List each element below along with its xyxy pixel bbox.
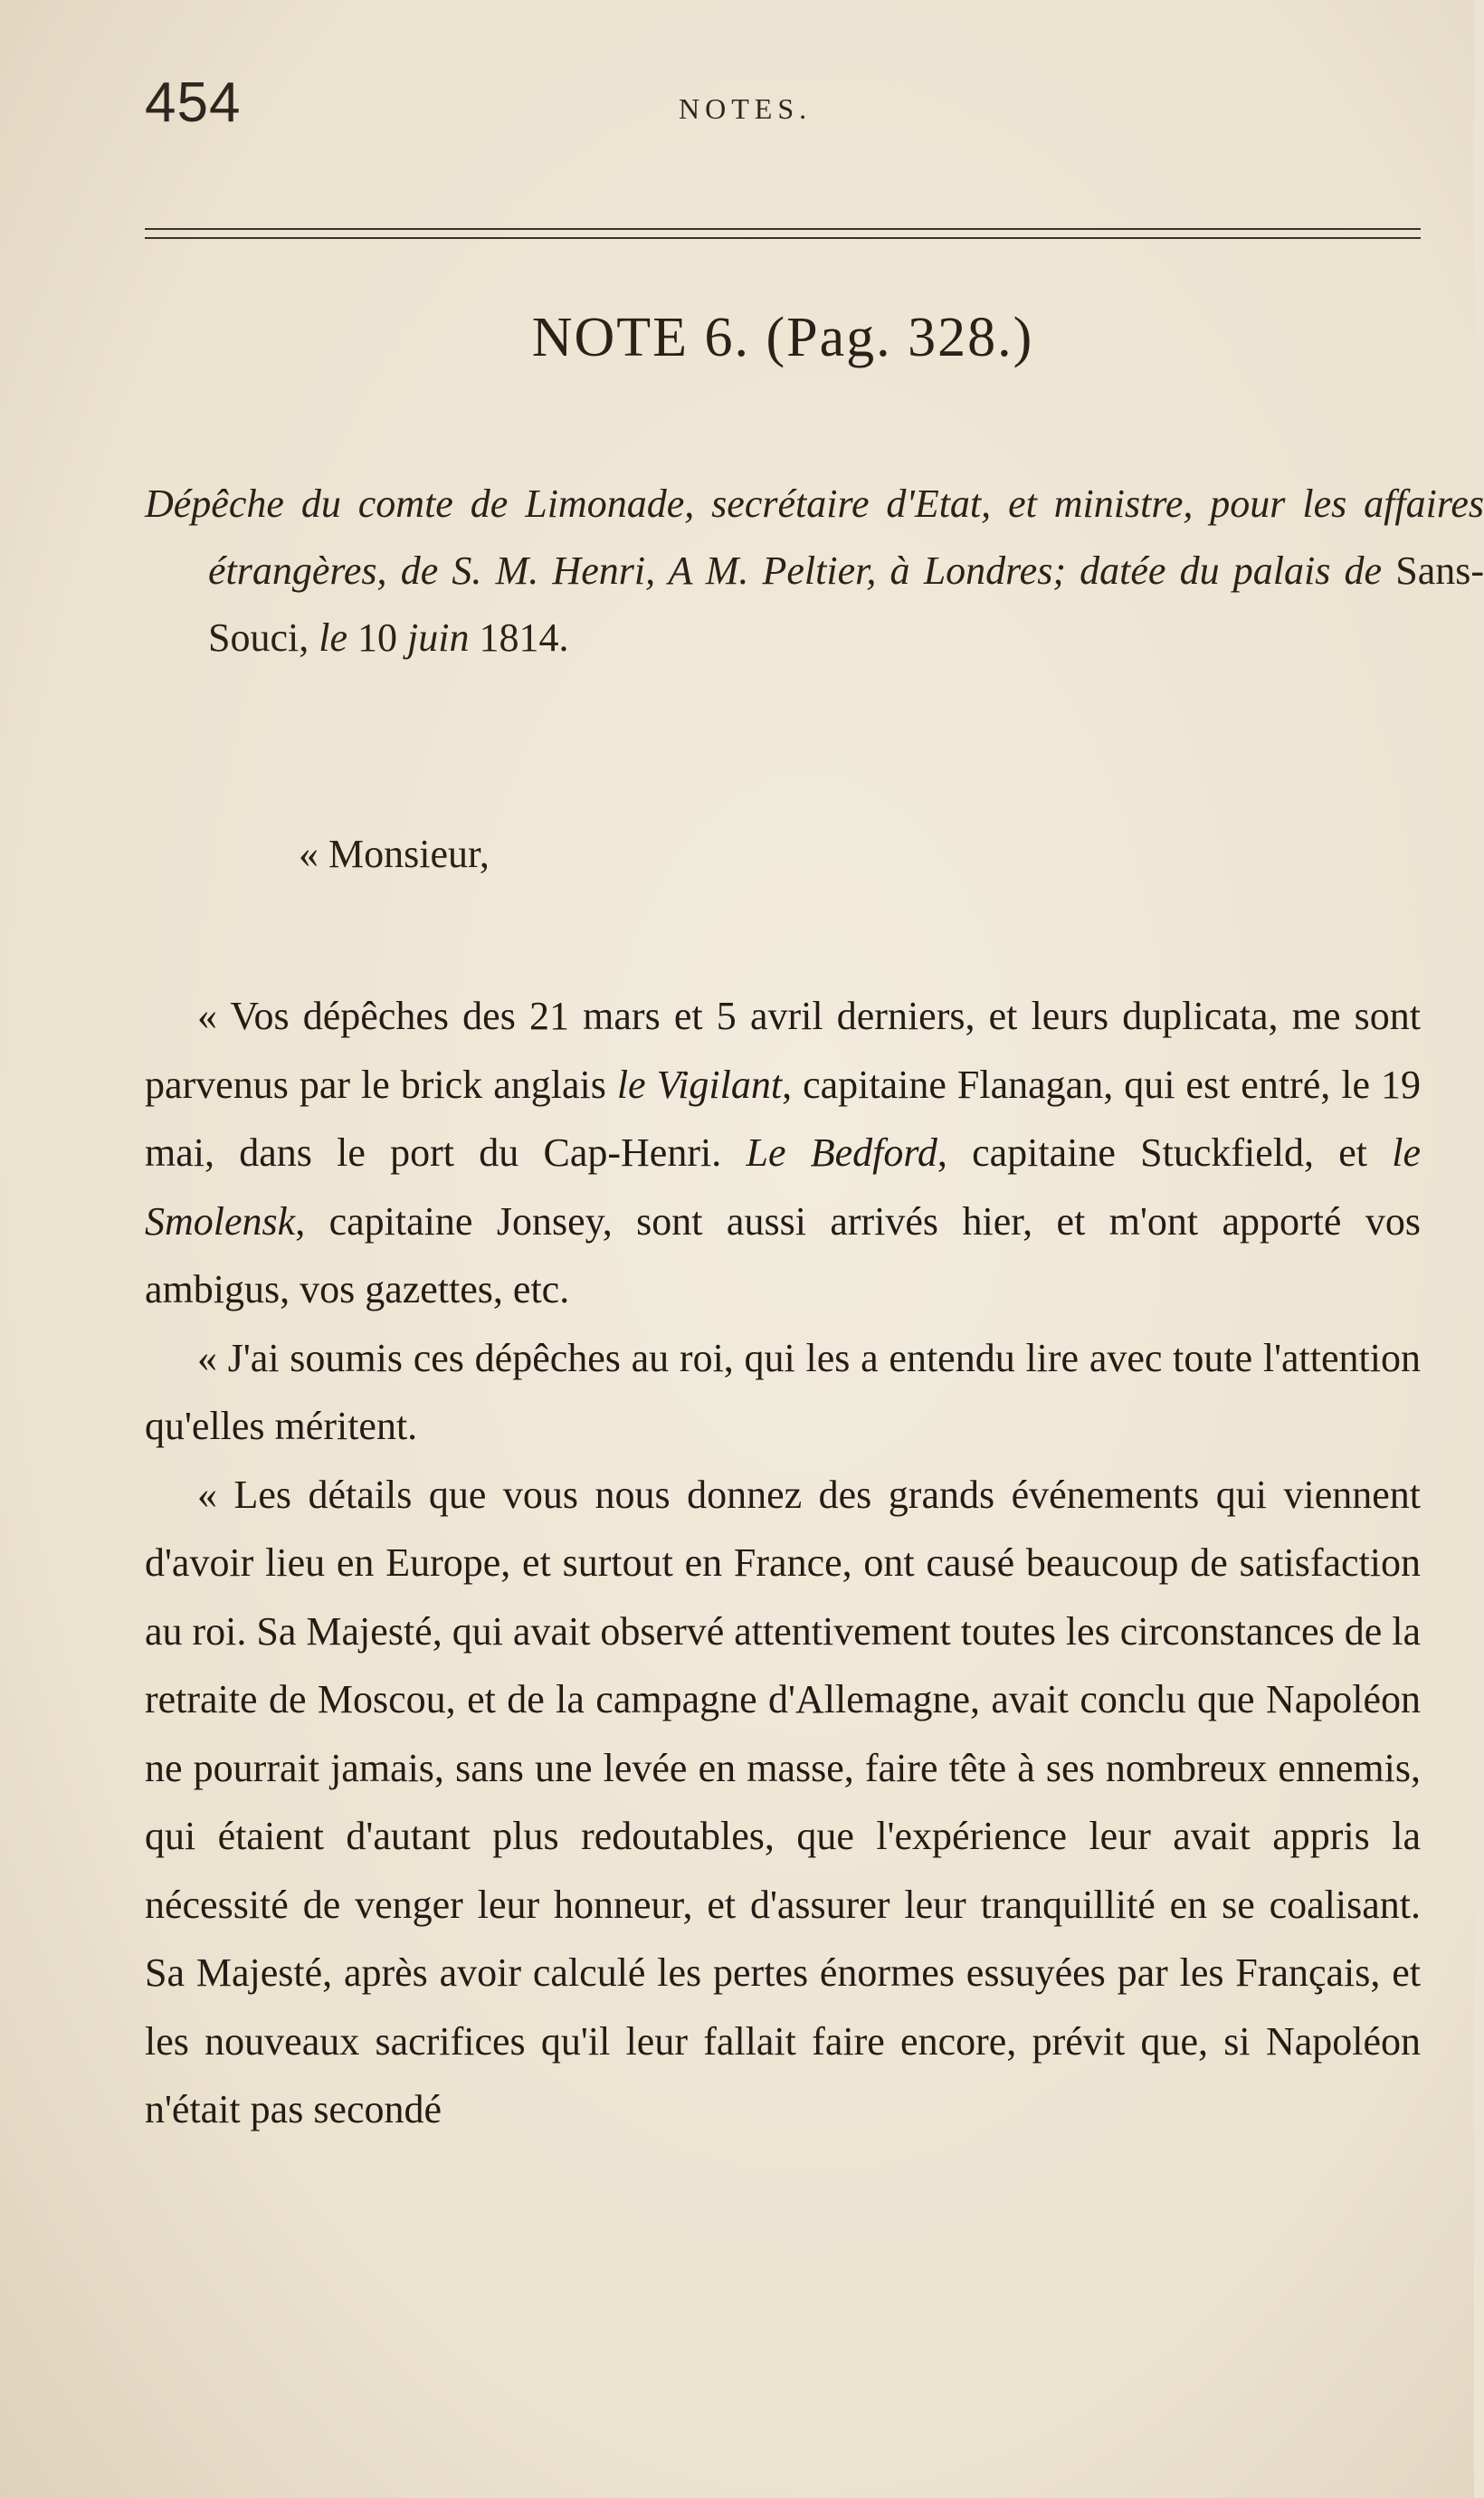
header-rule-top xyxy=(145,228,1421,230)
note-title: NOTE 6. (Pag. 328.) xyxy=(531,307,1034,368)
ship-name: le Smolensk xyxy=(145,1130,1421,1244)
paragraph-text: , capitaine Jonsey, sont aussi arrivés hier, et m'ont apporté vos ambigus, vos gazettes, etc. xyxy=(145,1198,1421,1311)
paragraph xyxy=(145,982,1421,1324)
ship-name: le Vigilant xyxy=(616,1062,783,1107)
dispatch-date-month: juin xyxy=(407,615,470,660)
running-head: NOTES. xyxy=(679,92,813,125)
paragraph-text: « Vos dépêches des 21 mars et 5 avril derniers, et leurs duplicata, me sont parvenus par le brick anglais xyxy=(145,994,1421,1107)
dispatch-date-day: 10 xyxy=(347,615,407,660)
ship-name: Le Bedford xyxy=(746,1130,937,1175)
header-rule-bottom xyxy=(145,237,1421,239)
dispatch-heading xyxy=(145,471,1484,672)
paragraph-text: , capitaine Flanagan, qui est entré, le 19 mai, dans le port du Cap-Henri. xyxy=(145,1062,1421,1175)
letter-salutation: « Monsieur, xyxy=(299,832,490,876)
dispatch-date-year: 1814. xyxy=(469,615,569,660)
paragraph: « Les détails que vous nous donnez des grands événements qui viennent d'avoir lieu en Europe, et surtout en France, ont causé beaucoup de satisfaction au roi. Sa Majesté, qui avait observé attentivement toutes les circonstances de la retraite de Moscou, et de la campagne d'Allemagne, avait conclu que Napoléon ne pourrait jamais, sans une levée en masse, faire tête à ses nombreux ennemis, qui étaient d'autant plus redoutables, que l'expérience leur avait appris la nécessité de venger leur honneur, et d'assurer leur tranquillité en se coalisant. Sa Majesté, après avoir calculé les pertes énormes essuyées par les Français, et les nouveaux sacrifices qu'il leur fallait faire encore, prévit que, si Napoléon n'était pas secondé xyxy=(145,1472,1421,2131)
dispatch-text-italic: Dépêche du comte de Limonade, secrétaire d'Etat, et ministre, pour les affaires étrangères, de S. M. Henri, A M. Peltier, à Londres; datée du palais de xyxy=(145,481,1484,593)
paragraph: « J'ai soumis ces dépêches au roi, qui les a entendu lire avec toute l'attention qu'elles méritent. xyxy=(145,1335,1421,1448)
dispatch-separator: , xyxy=(299,615,319,660)
page-number: 454 xyxy=(145,72,242,134)
page-header xyxy=(145,71,1421,152)
paragraph-text: , capitaine Stuckfield, et xyxy=(937,1130,1393,1175)
dispatch-date-prefix: le xyxy=(319,615,347,660)
dispatch-place: Sans-Souci xyxy=(208,548,1484,660)
letter-body xyxy=(145,982,1421,2144)
